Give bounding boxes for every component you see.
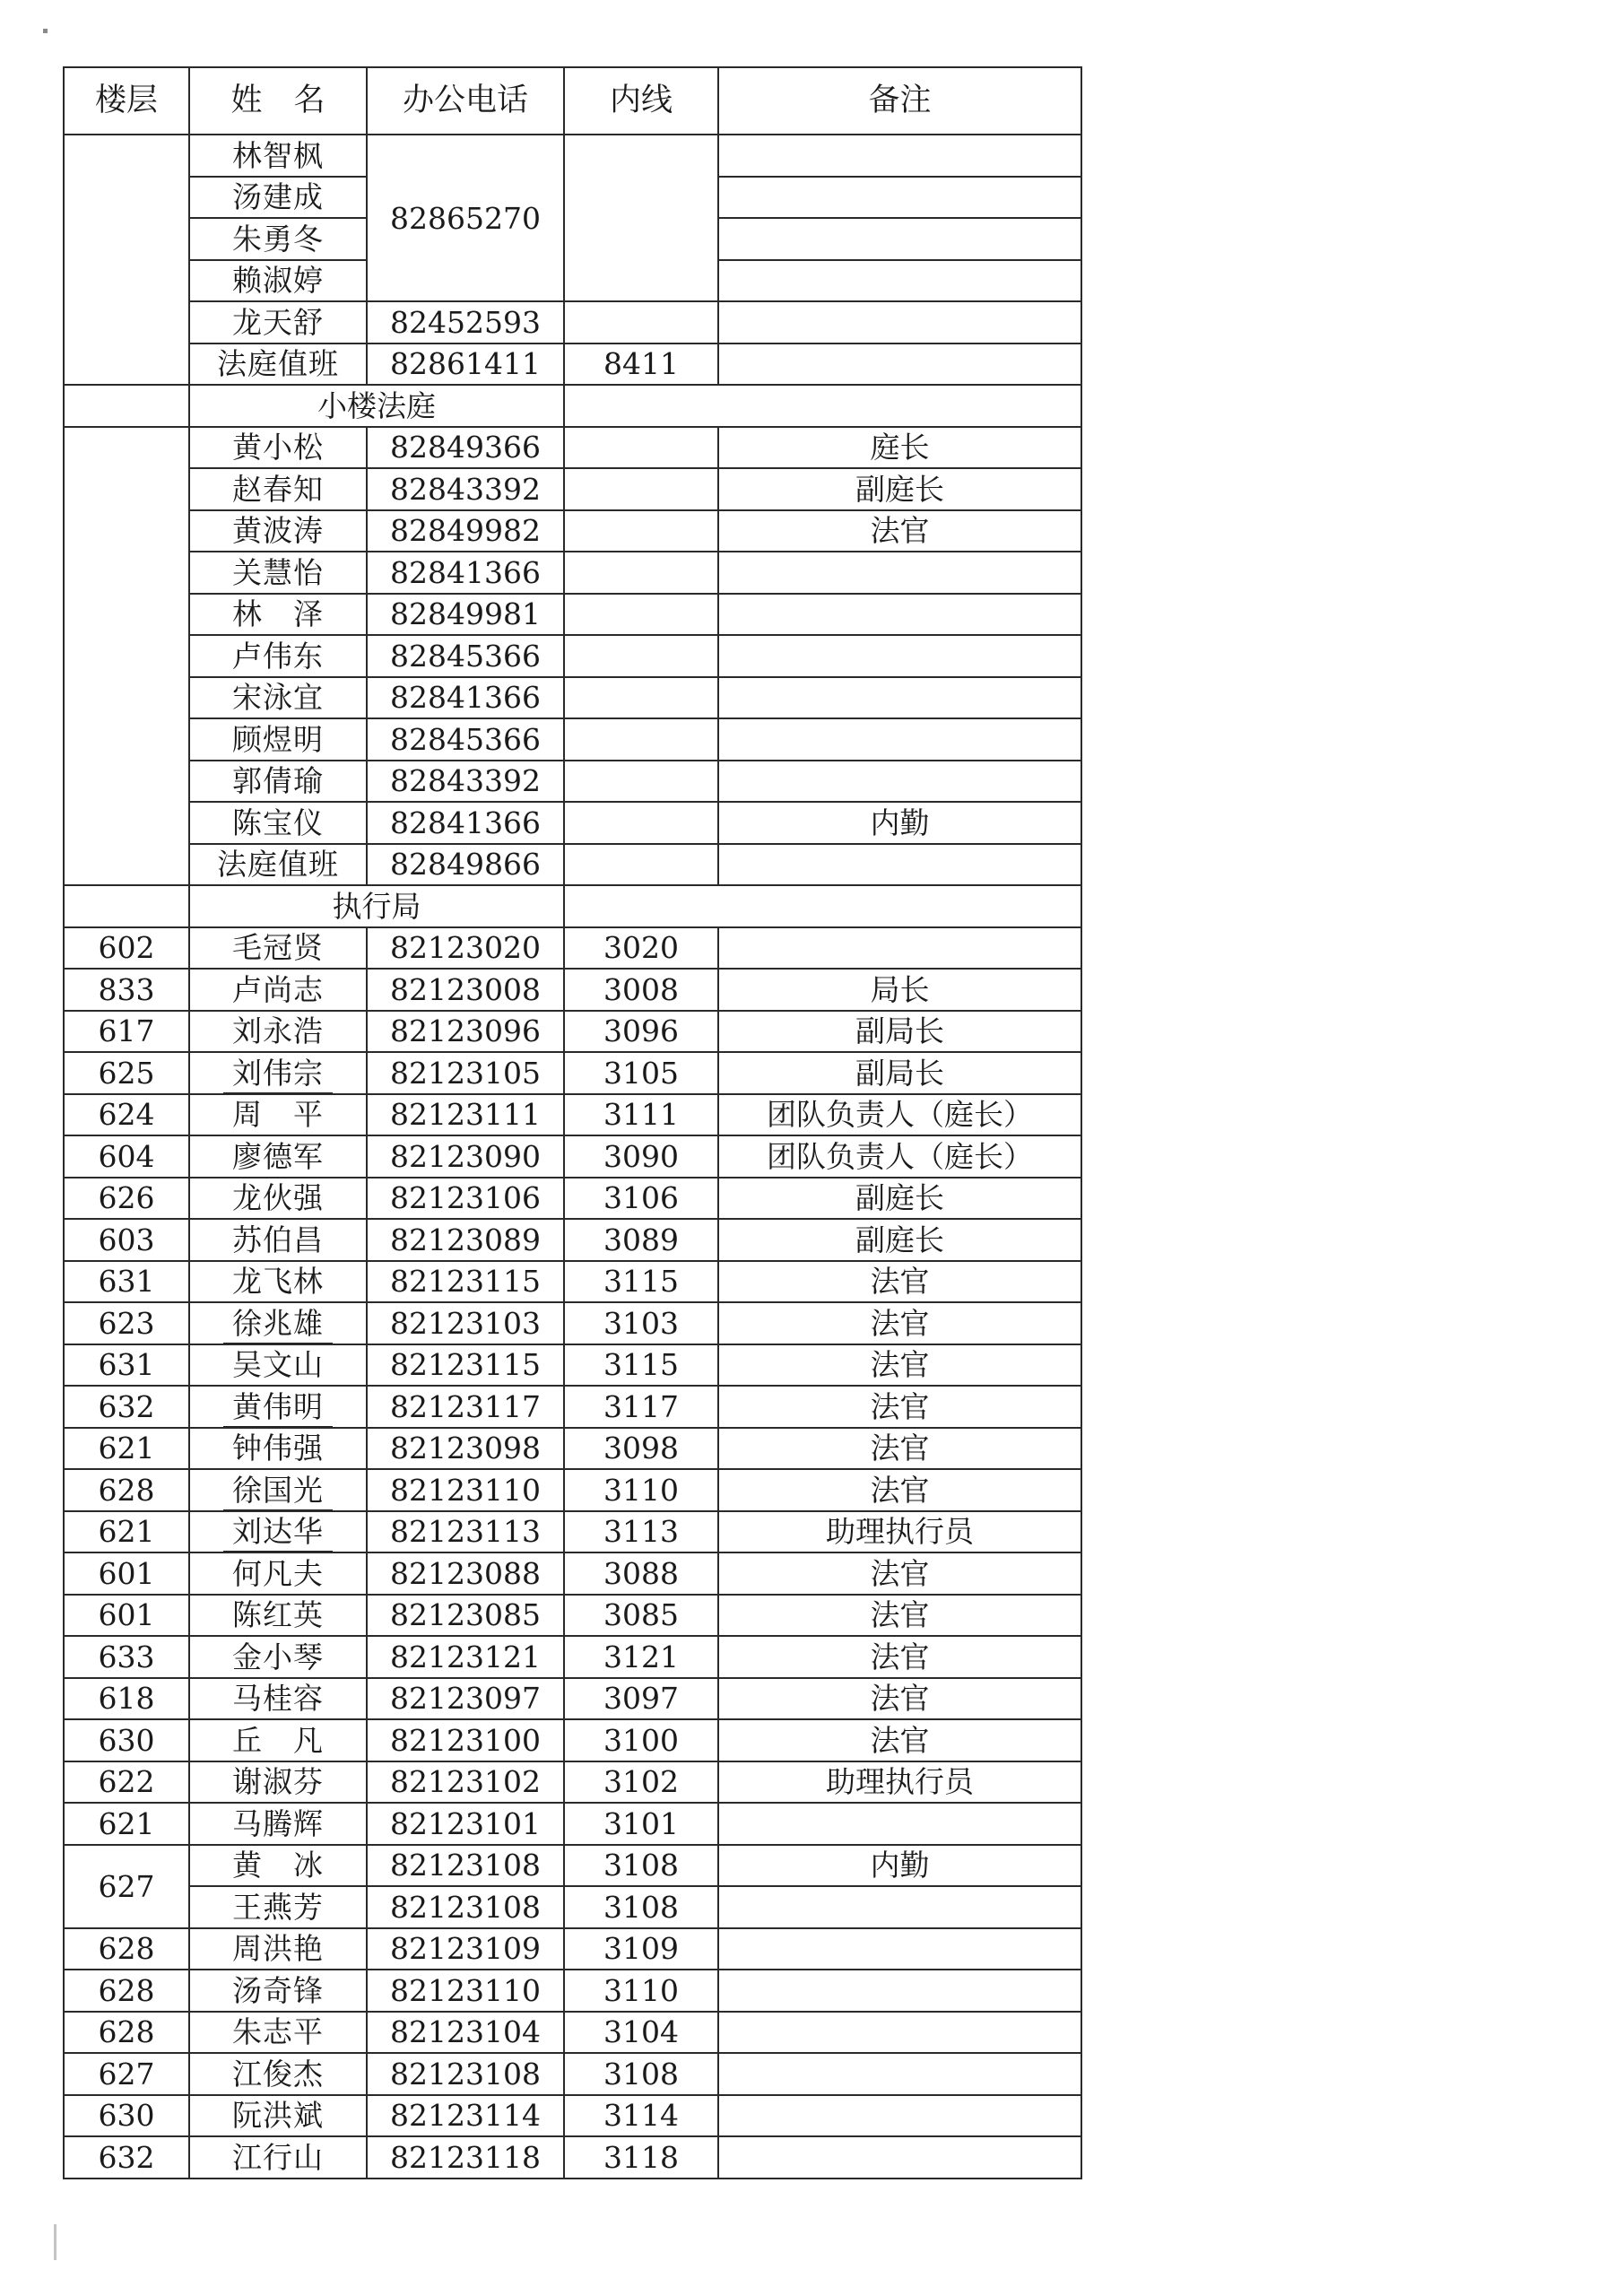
name-cell: 龙飞林: [189, 1261, 367, 1303]
ext-cell: 3118: [564, 2136, 718, 2179]
phone-cell: 82123110: [367, 1469, 564, 1511]
section-title-xiaolou-court: 小楼法庭: [189, 385, 564, 427]
phone-cell: 82452593: [367, 301, 564, 344]
note-cell: 团队负责人（庭长）: [718, 1135, 1081, 1178]
floor-cell: 628: [64, 1970, 189, 2012]
name-cell: 黄波涛: [189, 510, 367, 552]
ext-cell: 3097: [564, 1678, 718, 1720]
name-cell: 廖德军: [189, 1135, 367, 1178]
note-cell: [718, 2053, 1081, 2095]
ext-cell: [564, 761, 718, 803]
table-row: [64, 344, 1081, 386]
note-cell: [718, 552, 1081, 594]
floor-cell: 628: [64, 1469, 189, 1511]
ext-cell: 3110: [564, 1469, 718, 1511]
phone-cell: 82123113: [367, 1511, 564, 1553]
section-row: [64, 385, 1081, 427]
scan-speck: [43, 29, 48, 33]
table-row: [64, 2095, 1081, 2137]
table-row: [64, 969, 1081, 1011]
name-cell: 顾煜明: [189, 718, 367, 761]
phone-cell: 82123115: [367, 1344, 564, 1387]
note-cell: 法官: [718, 1719, 1081, 1761]
ext-cell: 3096: [564, 1011, 718, 1053]
note-cell: 内勤: [718, 802, 1081, 844]
ext-cell: 3090: [564, 1135, 718, 1178]
note-cell: 局长: [718, 969, 1081, 1011]
table-row: [64, 1261, 1081, 1303]
ext-cell: 3098: [564, 1428, 718, 1470]
table-row: [64, 635, 1081, 677]
note-cell: [718, 301, 1081, 344]
ext-cell: 3104: [564, 2012, 718, 2054]
name-cell: 金小琴: [189, 1636, 367, 1678]
floor-cell: 628: [64, 2012, 189, 2054]
name-cell: 黄 冰: [189, 1845, 367, 1887]
note-cell: [718, 135, 1081, 177]
note-cell: 法官: [718, 1595, 1081, 1637]
ext-cell: 3108: [564, 1845, 718, 1887]
section-floor-cell: [64, 885, 189, 927]
name-cell: 陈宝仪: [189, 802, 367, 844]
table-row: [64, 1552, 1081, 1595]
phone-cell: 82843392: [367, 468, 564, 510]
note-cell: 助理执行员: [718, 1761, 1081, 1804]
section-floor-cell: [64, 385, 189, 427]
phone-cell: 82123088: [367, 1552, 564, 1595]
table-row: [64, 1636, 1081, 1678]
phone-cell: 82123090: [367, 1135, 564, 1178]
floor-cell: 624: [64, 1094, 189, 1136]
table-row: [64, 1678, 1081, 1720]
phone-cell: 82123097: [367, 1678, 564, 1720]
scan-speck: [54, 2224, 56, 2260]
floor-cell: 603: [64, 1219, 189, 1261]
ext-cell: [564, 427, 718, 469]
name-cell: 赖淑婷: [189, 260, 367, 302]
note-cell: [718, 2012, 1081, 2054]
ext-cell: 3110: [564, 1970, 718, 2012]
table-row: [64, 761, 1081, 803]
floor-cell: 625: [64, 1052, 189, 1094]
table-row: [64, 1302, 1081, 1344]
ext-cell: [564, 552, 718, 594]
note-cell: 法官: [718, 1552, 1081, 1595]
floor-cell: 623: [64, 1302, 189, 1344]
phone-cell: 82841366: [367, 677, 564, 719]
phone-cell: 82123121: [367, 1636, 564, 1678]
note-cell: [718, 2136, 1081, 2179]
table-row: [64, 1886, 1081, 1928]
phone-cell: 82841366: [367, 802, 564, 844]
name-cell: 何凡夫: [189, 1552, 367, 1595]
ext-cell: 3117: [564, 1386, 718, 1428]
floor-cell: 833: [64, 969, 189, 1011]
floor-cell: [64, 135, 189, 385]
table-row: [64, 1428, 1081, 1470]
table-row: [64, 552, 1081, 594]
ext-cell: 3105: [564, 1052, 718, 1094]
note-cell: 副局长: [718, 1011, 1081, 1053]
phone-cell: 82849866: [367, 844, 564, 886]
underlined-name: 徐兆雄: [223, 1306, 333, 1344]
floor-cell: 631: [64, 1344, 189, 1387]
phone-cell: 82865270: [367, 135, 564, 301]
section-row: [64, 885, 1081, 927]
name-cell: 龙天舒: [189, 301, 367, 344]
note-cell: [718, 718, 1081, 761]
note-cell: 团队负责人（庭长）: [718, 1094, 1081, 1136]
name-cell: 卢尚志: [189, 969, 367, 1011]
note-cell: [718, 218, 1081, 260]
ext-cell: 3102: [564, 1761, 718, 1804]
table-row: [64, 1928, 1081, 1970]
note-cell: [718, 1928, 1081, 1970]
ext-cell: 3106: [564, 1178, 718, 1220]
phone-cell: 82123111: [367, 1094, 564, 1136]
name-cell: 阮洪斌: [189, 2095, 367, 2137]
note-cell: 助理执行员: [718, 1511, 1081, 1553]
name-cell: 法庭值班: [189, 844, 367, 886]
table-row: [64, 802, 1081, 844]
ext-cell: 3100: [564, 1719, 718, 1761]
name-cell: 法庭值班: [189, 344, 367, 386]
phone-cell: 82123105: [367, 1052, 564, 1094]
name-cell: 汤奇锋: [189, 1970, 367, 2012]
floor-cell: 627: [64, 2053, 189, 2095]
name-cell: 马腾辉: [189, 1803, 367, 1845]
name-cell: [189, 1386, 367, 1428]
ext-cell: [564, 802, 718, 844]
note-cell: 庭长: [718, 427, 1081, 469]
note-cell: [718, 344, 1081, 386]
note-cell: 法官: [718, 1428, 1081, 1470]
header-name: 姓 名: [189, 67, 367, 135]
phone-cell: 82123108: [367, 1886, 564, 1928]
note-cell: [718, 1886, 1081, 1928]
table-row: [64, 1135, 1081, 1178]
header-remarks: 备注: [718, 67, 1081, 135]
note-cell: [718, 844, 1081, 886]
table-row: [64, 1845, 1081, 1887]
phone-cell: 82123096: [367, 1011, 564, 1053]
table-row: [64, 1595, 1081, 1637]
floor-cell: 621: [64, 1511, 189, 1553]
table-row: [64, 1803, 1081, 1845]
floor-cell: 631: [64, 1261, 189, 1303]
note-cell: 法官: [718, 1636, 1081, 1678]
table-row: [64, 1344, 1081, 1387]
name-cell: [189, 1511, 367, 1553]
underlined-name: 徐国光: [223, 1473, 333, 1511]
note-cell: 副庭长: [718, 1178, 1081, 1220]
floor-cell: 628: [64, 1928, 189, 1970]
phone-cell: 82841366: [367, 552, 564, 594]
floor-cell: [64, 427, 189, 886]
name-cell: 宋泳宜: [189, 677, 367, 719]
phone-cell: 82123117: [367, 1386, 564, 1428]
section-empty-cell: [564, 385, 1081, 427]
table-row: [64, 1011, 1081, 1053]
table-row: [64, 844, 1081, 886]
table-row: [64, 427, 1081, 469]
table-body: [64, 135, 1081, 2179]
note-cell: 法官: [718, 1386, 1081, 1428]
ext-cell: 8411: [564, 344, 718, 386]
note-cell: 副局长: [718, 1052, 1081, 1094]
name-cell: 王燕芳: [189, 1886, 367, 1928]
note-cell: [718, 677, 1081, 719]
phone-cell: 82123089: [367, 1219, 564, 1261]
floor-cell: 627: [64, 1845, 189, 1928]
name-cell: 苏伯昌: [189, 1219, 367, 1261]
note-cell: 法官: [718, 1261, 1081, 1303]
note-cell: 副庭长: [718, 1219, 1081, 1261]
ext-cell: [564, 510, 718, 552]
floor-cell: 621: [64, 1803, 189, 1845]
table-row: [64, 1178, 1081, 1220]
name-cell: 朱志平: [189, 2012, 367, 2054]
floor-cell: 622: [64, 1761, 189, 1804]
phone-cell: 82123104: [367, 2012, 564, 2054]
ext-cell: 3020: [564, 927, 718, 970]
floor-cell: 618: [64, 1678, 189, 1720]
phone-cell: 82123108: [367, 1845, 564, 1887]
ext-cell: 3109: [564, 1928, 718, 1970]
table-row: [64, 1761, 1081, 1804]
table-row: [64, 1219, 1081, 1261]
table-row: [64, 1511, 1081, 1553]
name-cell: 黄小松: [189, 427, 367, 469]
phone-cell: 82123109: [367, 1928, 564, 1970]
ext-cell: 3108: [564, 2053, 718, 2095]
name-cell: 丘 凡: [189, 1719, 367, 1761]
ext-cell: 3113: [564, 1511, 718, 1553]
name-cell: 陈红英: [189, 1595, 367, 1637]
name-cell: 谢淑芬: [189, 1761, 367, 1804]
table-row: [64, 135, 1081, 177]
underlined-name: 黄伟明: [223, 1389, 333, 1428]
table-row: [64, 1469, 1081, 1511]
note-cell: 法官: [718, 1678, 1081, 1720]
floor-cell: 632: [64, 1386, 189, 1428]
table-row: [64, 1970, 1081, 2012]
floor-cell: 602: [64, 927, 189, 970]
table-row: [64, 718, 1081, 761]
note-cell: 内勤: [718, 1845, 1081, 1887]
ext-cell: 3115: [564, 1261, 718, 1303]
name-cell: 关慧怡: [189, 552, 367, 594]
ext-cell: 3101: [564, 1803, 718, 1845]
name-cell: 林智枫: [189, 135, 367, 177]
phone-cell: 82123110: [367, 1970, 564, 2012]
phone-cell: 82845366: [367, 635, 564, 677]
name-cell: 马桂容: [189, 1678, 367, 1720]
note-cell: 法官: [718, 1302, 1081, 1344]
note-cell: 法官: [718, 1469, 1081, 1511]
name-cell: 朱勇冬: [189, 218, 367, 260]
table-row: [64, 1052, 1081, 1094]
note-cell: 法官: [718, 510, 1081, 552]
name-cell: [189, 1302, 367, 1344]
table-row: [64, 1094, 1081, 1136]
name-cell: 汤建成: [189, 177, 367, 219]
note-cell: 副庭长: [718, 468, 1081, 510]
table-row: [64, 2053, 1081, 2095]
note-cell: [718, 260, 1081, 302]
phone-cell: 82123103: [367, 1302, 564, 1344]
phone-cell: 82123118: [367, 2136, 564, 2179]
phone-cell: 82123102: [367, 1761, 564, 1804]
ext-cell: [564, 844, 718, 886]
name-cell: 赵春知: [189, 468, 367, 510]
note-cell: [718, 761, 1081, 803]
name-cell: 卢伟东: [189, 635, 367, 677]
phone-cell: 82845366: [367, 718, 564, 761]
floor-cell: 621: [64, 1428, 189, 1470]
table-row: [64, 2012, 1081, 2054]
ext-cell: [564, 718, 718, 761]
name-cell: 周洪艳: [189, 1928, 367, 1970]
floor-cell: 617: [64, 1011, 189, 1053]
name-cell: 钟伟强: [189, 1428, 367, 1470]
ext-cell: 3089: [564, 1219, 718, 1261]
table-row: [64, 301, 1081, 344]
phone-cell: 82123085: [367, 1595, 564, 1637]
phone-cell: 82861411: [367, 344, 564, 386]
phone-cell: 82123100: [367, 1719, 564, 1761]
ext-cell: [564, 301, 718, 344]
floor-cell: 633: [64, 1636, 189, 1678]
note-cell: [718, 177, 1081, 219]
phone-cell: 82849981: [367, 594, 564, 636]
header-extension: 内线: [564, 67, 718, 135]
note-cell: [718, 927, 1081, 970]
note-cell: 法官: [718, 1344, 1081, 1387]
phone-cell: 82123115: [367, 1261, 564, 1303]
name-cell: 吴文山: [189, 1344, 367, 1387]
ext-cell: [564, 635, 718, 677]
phone-cell: 82123098: [367, 1428, 564, 1470]
name-cell: 江俊杰: [189, 2053, 367, 2095]
table-row: [64, 1719, 1081, 1761]
ext-cell: 3085: [564, 1595, 718, 1637]
table-row: [64, 594, 1081, 636]
header-floor: 楼层: [64, 67, 189, 135]
header-row: [64, 67, 1081, 135]
floor-cell: 632: [64, 2136, 189, 2179]
note-cell: [718, 1803, 1081, 1845]
floor-cell: 626: [64, 1178, 189, 1220]
ext-cell: 3088: [564, 1552, 718, 1595]
ext-cell: 3121: [564, 1636, 718, 1678]
floor-cell: 630: [64, 2095, 189, 2137]
phone-cell: 82843392: [367, 761, 564, 803]
section-title-enforcement-bureau: 执行局: [189, 885, 564, 927]
name-cell: [189, 1052, 367, 1094]
floor-cell: 630: [64, 1719, 189, 1761]
phone-cell: 82849982: [367, 510, 564, 552]
name-cell: 江行山: [189, 2136, 367, 2179]
name-cell: 刘永浩: [189, 1011, 367, 1053]
name-cell: 林 泽: [189, 594, 367, 636]
ext-cell: [564, 677, 718, 719]
ext-cell: [564, 135, 718, 301]
table-row: [64, 510, 1081, 552]
phone-cell: 82123108: [367, 2053, 564, 2095]
ext-cell: [564, 594, 718, 636]
table-row: [64, 1386, 1081, 1428]
ext-cell: 3111: [564, 1094, 718, 1136]
name-cell: 龙伙强: [189, 1178, 367, 1220]
name-cell: 郭倩瑜: [189, 761, 367, 803]
phone-cell: 82123008: [367, 969, 564, 1011]
phone-directory-table: [63, 66, 1082, 2179]
ext-cell: 3114: [564, 2095, 718, 2137]
ext-cell: 3008: [564, 969, 718, 1011]
phone-cell: 82123114: [367, 2095, 564, 2137]
table-row: [64, 468, 1081, 510]
name-cell: [189, 1469, 367, 1511]
ext-cell: 3103: [564, 1302, 718, 1344]
ext-cell: 3115: [564, 1344, 718, 1387]
underlined-name: 刘达华: [223, 1514, 333, 1552]
note-cell: [718, 635, 1081, 677]
header-office-phone: 办公电话: [367, 67, 564, 135]
note-cell: [718, 1970, 1081, 2012]
phone-cell: 82123101: [367, 1803, 564, 1845]
ext-cell: [564, 468, 718, 510]
table-row: [64, 2136, 1081, 2179]
floor-cell: 601: [64, 1552, 189, 1595]
table-row: [64, 677, 1081, 719]
note-cell: [718, 594, 1081, 636]
underlined-name: 刘伟宗: [223, 1056, 333, 1094]
phone-cell: 82123020: [367, 927, 564, 970]
phone-cell: 82123106: [367, 1178, 564, 1220]
table-row: [64, 927, 1081, 970]
ext-cell: 3108: [564, 1886, 718, 1928]
note-cell: [718, 2095, 1081, 2137]
floor-cell: 601: [64, 1595, 189, 1637]
name-cell: 毛冠贤: [189, 927, 367, 970]
phone-cell: 82849366: [367, 427, 564, 469]
name-cell: 周 平: [189, 1094, 367, 1136]
floor-cell: 604: [64, 1135, 189, 1178]
section-empty-cell: [564, 885, 1081, 927]
